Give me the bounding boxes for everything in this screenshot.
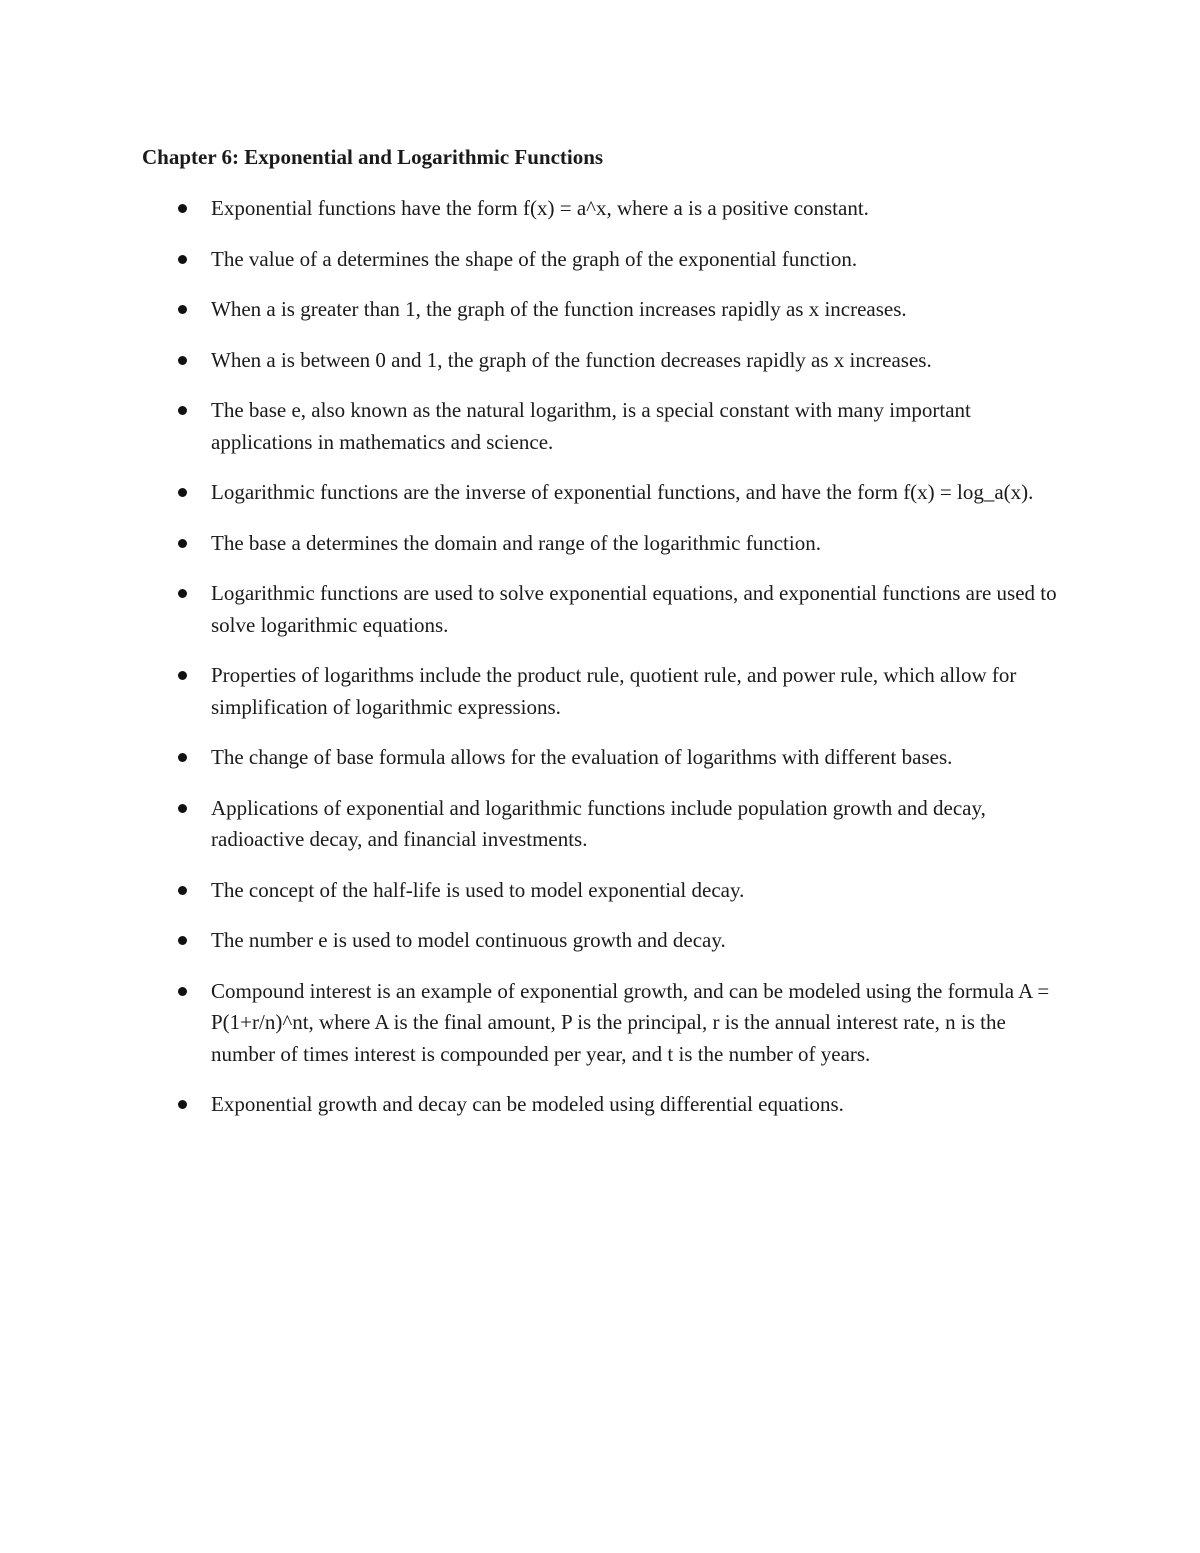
list-item-text: Logarithmic functions are used to solve exponential equations, and exponential functions are used to solve logarithmic equations. [211,581,1057,637]
bullet-icon [178,255,187,264]
bullet-icon [178,671,187,680]
chapter-heading: Chapter 6: Exponential and Logarithmic Functions [142,145,604,169]
bullet-list [175,193,1065,1140]
list-item-text: Applications of exponential and logarithmic functions include population growth and decay, radioactive decay, and financial investments. [211,795,986,851]
bullet-icon [178,305,187,314]
list-item-text: The value of a determines the shape of the graph of the exponential function. [211,246,858,271]
list-item [175,578,1065,641]
list-item [175,742,1065,774]
list-item-text: Properties of logarithms include the product rule, quotient rule, and power rule, which allow for simplification of logarithmic expressions. [211,663,1017,719]
list-item [175,193,1065,225]
bullet-icon [178,987,187,996]
list-item [175,345,1065,377]
list-item-text: The concept of the half-life is used to model exponential decay. [211,877,745,902]
list-item-text: The base e, also known as the natural logarithm, is a special constant with many important applications in mathematics and science. [211,398,971,454]
list-item-text: When a is between 0 and 1, the graph of the function decreases rapidly as x increases. [211,347,932,372]
list-item [175,1089,1065,1121]
list-item-text: Logarithmic functions are the inverse of exponential functions, and have the form f(x) = log_a(x). [211,480,1034,504]
list-item [175,793,1065,856]
bullet-icon [178,886,187,895]
bullet-icon [178,356,187,365]
bullet-icon [178,804,187,813]
list-item-text: When a is greater than 1, the graph of the function increases rapidly as x increases. [211,297,907,321]
list-item [175,925,1065,957]
list-item [175,294,1065,326]
bullet-icon [178,539,187,548]
list-item-text: Exponential growth and decay can be modeled using differential equations. [211,1092,844,1116]
bullet-icon [178,753,187,762]
list-item [175,976,1065,1071]
bullet-icon [178,1100,187,1109]
list-item [175,660,1065,723]
bullet-icon [178,406,187,415]
bullet-icon [178,936,187,945]
bullet-icon [178,488,187,497]
list-item [175,477,1065,509]
list-item [175,528,1065,560]
list-item-text: Compound interest is an example of exponential growth, and can be modeled using the formula A = P(1+r/n)^nt, where A is the final amount, P is the principal, r is the annual interest rate, n is the number of times interest is compounded per year, and t is the number of years. [211,978,1050,1066]
list-item [175,875,1065,907]
list-item-text: The change of base formula allows for the evaluation of logarithms with different bases. [211,745,953,769]
list-item [175,395,1065,458]
bullet-icon [178,204,187,213]
list-item-text: The number e is used to model continuous growth and decay. [211,928,726,952]
list-item [175,244,1065,276]
list-item-text: The base a determines the domain and range of the logarithmic function. [211,530,821,555]
bullet-icon [178,589,187,598]
list-item-text: Exponential functions have the form f(x) = a^x, where a is a positive constant. [211,196,869,220]
